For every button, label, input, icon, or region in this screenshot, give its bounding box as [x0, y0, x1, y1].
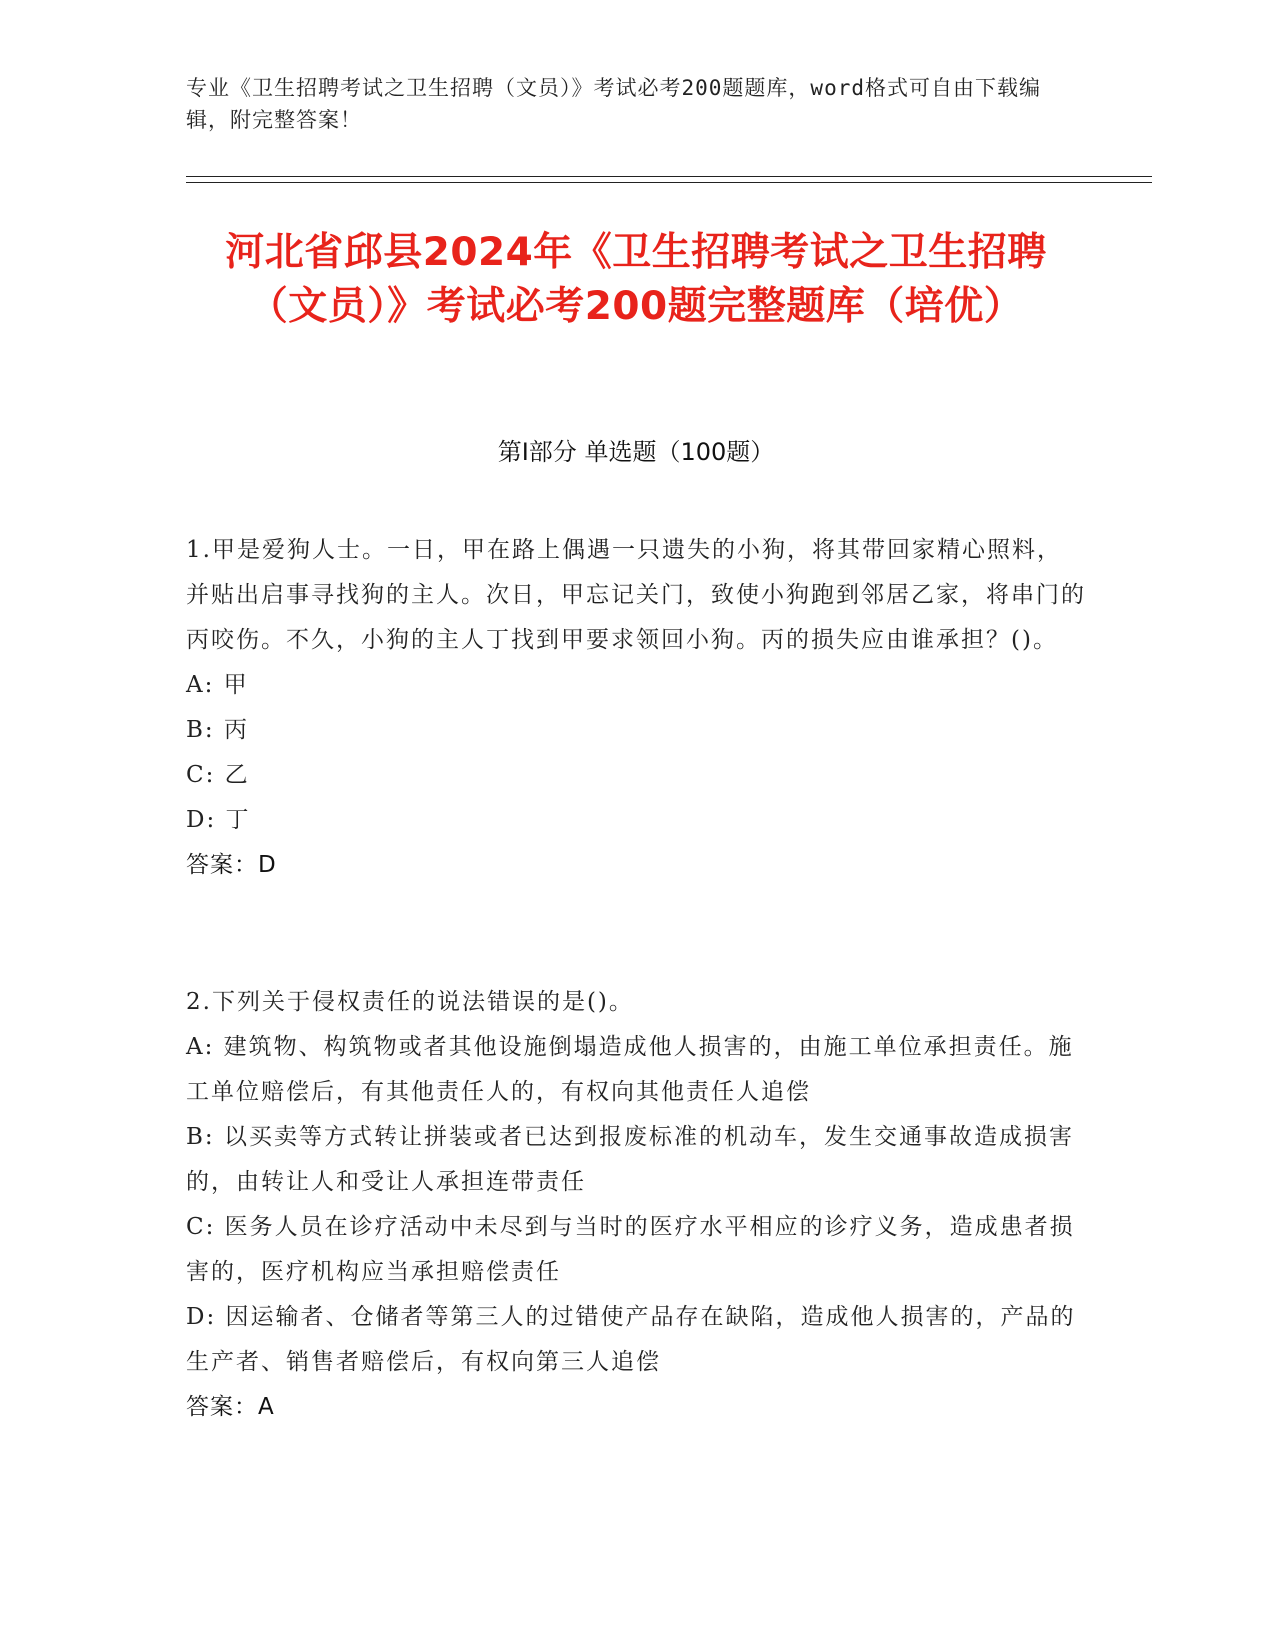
header-rule-bottom — [186, 182, 1152, 183]
document-title: 河北省邱县2024年《卫生招聘考试之卫生招聘（文员）》考试必考200题完整题库（培优） — [225, 230, 1047, 329]
option-a: A: 甲 — [186, 672, 249, 698]
answer-label: 答案：D — [186, 852, 277, 878]
answer-label: 答案：A — [186, 1394, 275, 1420]
option-b: B: 丙 — [186, 717, 249, 743]
section-title: 第I部分 单选题（100题） — [497, 438, 775, 466]
option-d: D: 因运输者、仓储者等第三人的过错使产品存在缺陷，造成他人损害的，产品的生产者、销售者赔偿后，有权向第三人追偿 — [186, 1304, 1076, 1375]
option-c: C: 医务人员在诊疗活动中未尽到与当时的医疗水平相应的诊疗义务，造成患者损害的，医疗机构应当承担赔偿责任 — [186, 1214, 1075, 1285]
header-note: 专业《卫生招聘考试之卫生招聘（文员）》考试必考200题题库，word格式可自由下载编辑，附完整答案！ — [186, 76, 1041, 132]
option-d: D: 丁 — [186, 807, 251, 833]
question-stem: 1.甲是爱狗人士。一日，甲在路上偶遇一只遗失的小狗，将其带回家精心照料，并贴出启事寻找狗的主人。次日，甲忘记关门，致使小狗跑到邻居乙家，将串门的丙咬伤。不久，小狗的主人丁找到甲要求领回小狗。丙的损失应由谁承担？()。 — [186, 537, 1086, 653]
question-stem: 2.下列关于侵权责任的说法错误的是()。 — [186, 989, 634, 1015]
option-c: C: 乙 — [186, 762, 250, 788]
option-a: A: 建筑物、构筑物或者其他设施倒塌造成他人损害的，由施工单位承担责任。施工单位赔偿后，有其他责任人的，有权向其他责任人追偿 — [186, 1034, 1074, 1105]
option-b: B: 以买卖等方式转让拼装或者已达到报废标准的机动车，发生交通事故造成损害的，由转让人和受让人承担连带责任 — [186, 1124, 1074, 1195]
header-rule-top — [186, 176, 1152, 177]
question-1 — [186, 528, 1086, 888]
question-2 — [186, 980, 1086, 1430]
